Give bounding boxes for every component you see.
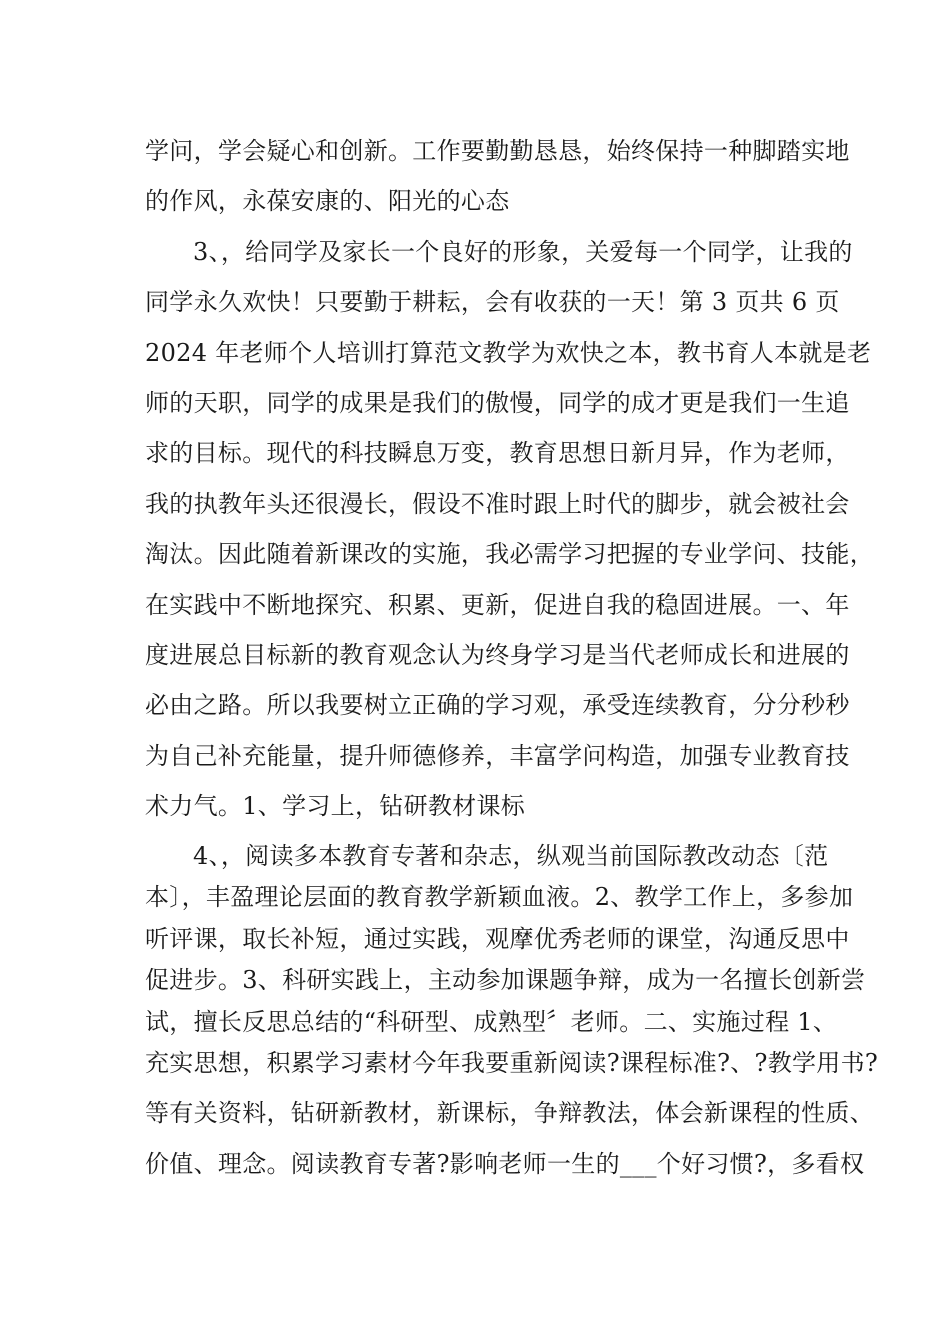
text-line: 学问，学会疑心和创新。工作要勤勤恳恳，始终保持一种脚踏实地 (145, 137, 850, 165)
text-line: 价值、理念。阅读教育专著?影响老师一生的___个好习惯?，多看权 (145, 1150, 865, 1178)
text-line: 听评课，取长补短，通过实践，观摩优秀老师的课堂，沟通反思中 (145, 925, 850, 953)
text-line: 促进步。3、科研实践上，主动参加课题争辩，成为一名擅长创新尝 (145, 966, 866, 994)
text-line: 求的目标。现代的科技瞬息万变，教育思想日新月异，作为老师， (145, 439, 850, 467)
text-line: 的作风，永葆安康的、阳光的心态 (145, 187, 510, 215)
text-line: 术力气。1、学习上，钻研教材课标 (145, 792, 526, 820)
text-line: 本〕，丰盈理论层面的教育教学新颖血液。2、教学工作上，多参加 (145, 883, 854, 911)
text-line: 师的天职，同学的成果是我们的傲慢，同学的成才更是我们一生追 (145, 389, 850, 417)
text-line: 等有关资料，钻研新教材，新课标，争辩教法，体会新课程的性质、 (145, 1099, 874, 1127)
text-line: 2024 年老师个人培训打算范文教学为欢快之本，教书育人本就是老 (145, 339, 872, 367)
text-line: 淘汰。因此随着新课改的实施，我必需学习把握的专业学问、技能， (145, 540, 874, 568)
text-line: 我的执教年头还很漫长，假设不准时跟上时代的脚步，就会被社会 (145, 490, 850, 518)
text-line: 同学永久欢快！只要勤于耕耘，会有收获的一天！第 3 页共 6 页 (145, 288, 840, 316)
text-line: 充实思想，积累学习素材今年我要重新阅读?课程标准?、?教学用书? (145, 1049, 879, 1077)
text-line: 试，擅长反思总结的“科研型、成熟型〞老师。二、实施过程 1、 (145, 1008, 838, 1036)
text-line: 度进展总目标新的教育观念认为终身学习是当代老师成长和进展的 (145, 641, 850, 669)
text-line: 在实践中不断地探究、积累、更新，促进自我的稳固进展。一、年 (145, 591, 850, 619)
text-line: 4、，阅读多本教育专著和杂志，纵观当前国际教改动态〔范 (193, 842, 829, 870)
text-line: 必由之路。所以我要树立正确的学习观，承受连续教育，分分秒秒 (145, 691, 850, 719)
text-line: 3、，给同学及家长一个良好的形象，关爱每一个同学，让我的 (193, 238, 853, 266)
text-line: 为自己补充能量，提升师德修养，丰富学问构造，加强专业教育技 (145, 742, 850, 770)
